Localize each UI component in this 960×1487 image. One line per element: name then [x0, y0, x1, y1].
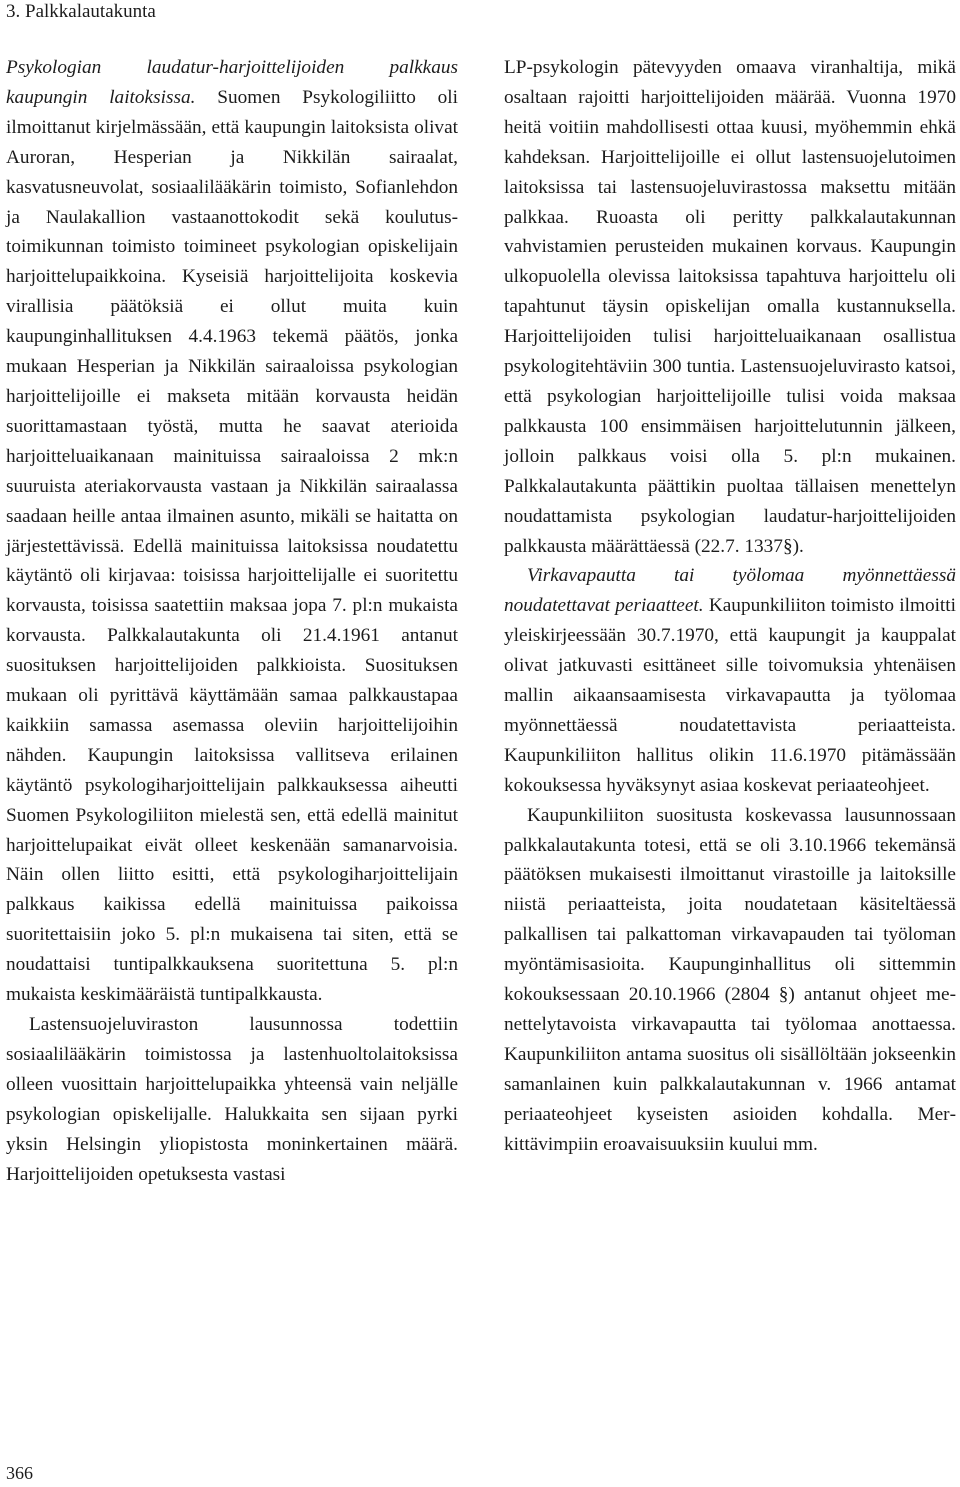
paragraph-child-welfare-statement: Lastensuojeluviraston lausunnossa todettiin sosiaalilääkärin toimistossa ja lastenhuoltolaitoksissa olleen vuosittain harjoittelupaikka yhteensä vain neljälle psykologian opiskelijalle. Halukkaita sen sijaan pyrki yksin Helsingin yliopistosta moninkertainen määrä. Harjoittelijoiden opetuksesta vastasi	[6, 1014, 458, 1185]
left-column	[6, 53, 458, 1189]
paragraph-psychology-trainees	[6, 53, 458, 1010]
paragraph-text: Suomen Psykologiliitto oli ilmoittanut kirjelmässään, että kaupungin laitoksista olivat Auroran, Hesperian ja Nikkilän sairaalat, kasvatusneuvolat, sosiaalilääkärin toimisto, Sofianlehdon ja Naulakallion vastaanottokodit sekä koulutustoimikunnan toimisto toimineet psykologian opiskelijain harjoittelupaikkoina. Kyseisiä harjoittelijoita koskevia virallisia päätöksiä ei ollut muita kuin kaupunginhallituksen 4.4.1963 tekemä päätös, jonka mukaan Hesperian ja Nikkilän sairaaloissa psykologian harjoittelijoille ei makseta mitään korvausta heidän suorittamastaan työstä, mutta he saavat aterioida harjoitteluaikanaan mainituissa sairaaloissa 2 mk:n suuruista ateriakorvausta vastaan ja Nikkilän sairaalassa saadaan heille antaa ilmainen asunto, mikäli se haitatta on järjestettävissä. Edellä mainituissa laitoksissa noudatettu käytäntö oli kirjavaa: toisissa harjoittelijalle ei suoritettu korvausta, toisissa saatettiin maksaa jopa 7. pl:n mukaista korvausta. Palkkalautakunta oli 21.4.1961 antanut suosituksen harjoittelijoiden palkkioista. Suosituksen mukaan oli pyrittävä käyttämään samaa palkkaustapaa kaikkiin samassa asemassa oleviin harjoittelijoihin nähden. Kaupungin laitoksissa vallitseva erilainen käytäntö psykologiharjoittelijain palkkauksessa aiheutti Suomen Psykologiliiton mielestä sen, että edellä mainitut harjoittelupaikat eivät olleet keskenään samanarvoisia. Näin ollen liitto esitti, että psykologiharjoittelijain palkkaus kaikissa edellä mainituissa paikoissa suoritettaisiin joko 5. pl:n mukaisena tai siten, että se noudattaisi tuntipalkkauksena suoritettuna 5. pl:n mukaista keskimääräistä tuntipalkkausta.	[6, 86, 458, 1006]
paragraph-leave-principles	[504, 561, 956, 800]
paragraph-text: Kaupunkiliiton toimisto ilmoitti yleiskirjeessään 30.7.1970, että kaupungit ja kauppalat olivat jatkuvasti esittäneet sille toivomuksia yhtenäisen mallin aikaansaamisesta virkavapautta ja työlomaa myönnettäessä noudatettavista periaatteista. Kaupunkiliiton hallitus olikin 11.6.1970 pitämässään kokouksessa hyväksynyt asiaa koskevat periaateohjeet.	[504, 595, 957, 796]
running-header: 3. Palkkalautakunta	[6, 1, 156, 22]
page-number: 366	[6, 1463, 33, 1483]
paragraph-wage-board-statement: Kaupunkiliiton suositusta koskevassa lausunnossaan palkkalautakunta totesi, että se oli 3.10.1966 tekemänsä päätöksen mukaisesti ilmoittanut virastoille ja laitoksille niistä periaatteista, joita noudatetaan käsiteltäessä palkallisen tai palkattoman virkavapauden tai työloman myöntämisasioita. Kaupunginhallitus oli sittemmin kokouksessaan 20.10.1966 (2804 §) antanut ohjeet menettelytavoista virkavapautta tai työlomaa anottaessa. Kaupunkiliiton antama suositus oli sisällöltään jokseenkin samanlainen kuin palkkalautakunnan v. 1966 antamat periaateohjeet kyseisten asioiden kohdalla. Merkittävimpiin eroavaisuuksiin kuului mm.	[504, 804, 956, 1155]
paragraph-continued: LP-psykologin pätevyyden omaava viranhaltija, mikä osaltaan rajoitti harjoittelijoiden määrää. Vuonna 1970 heitä voitiin mahdollisesti ottaa kuusi, myöhemmin ehkä kahdeksan. Harjoittelijoille ei ollut lastensuojelutoimen laitoksissa tai lastensuojeluvirastossa maksettu mitään palkkaa. Ruoasta oli peritty palkkalautakunnan vahvistamien perusteiden mukainen korvaus. Kaupungin ulkopuolella olevissa laitoksissa tapahtuva harjoittelu oli tapahtunut täysin opiskelijan omalla kustannuksella. Harjoittelijoiden tulisi harjoitteluaikanaan osallistua psykologitehtäviin 300 tuntia. Lastensuojeluvirasto katsoi, että psykologian harjoittelijoille tulisi voida maksaa palkkausta 100 ensimmäisen harjoittelutunnin jälkeen, jolloin palkkaus voisi olla 5. pl:n mukainen. Palkkalautakunta päättikin puoltaa tällaisen menettelyn noudattamista psykologian laudatur-harjoittelijoiden palkkausta määrättäessä (22.7. 1337§).	[504, 57, 956, 557]
right-column	[504, 53, 956, 1160]
section-heading-leave-principles: Virkavapautta tai työlomaa myönnettäessä noudatettavat periaatteet.	[504, 565, 956, 617]
section-heading-psychology-trainees: Psykologian laudatur-harjoittelijoiden palkkaus kaupungin laitoksissa.	[6, 57, 458, 108]
